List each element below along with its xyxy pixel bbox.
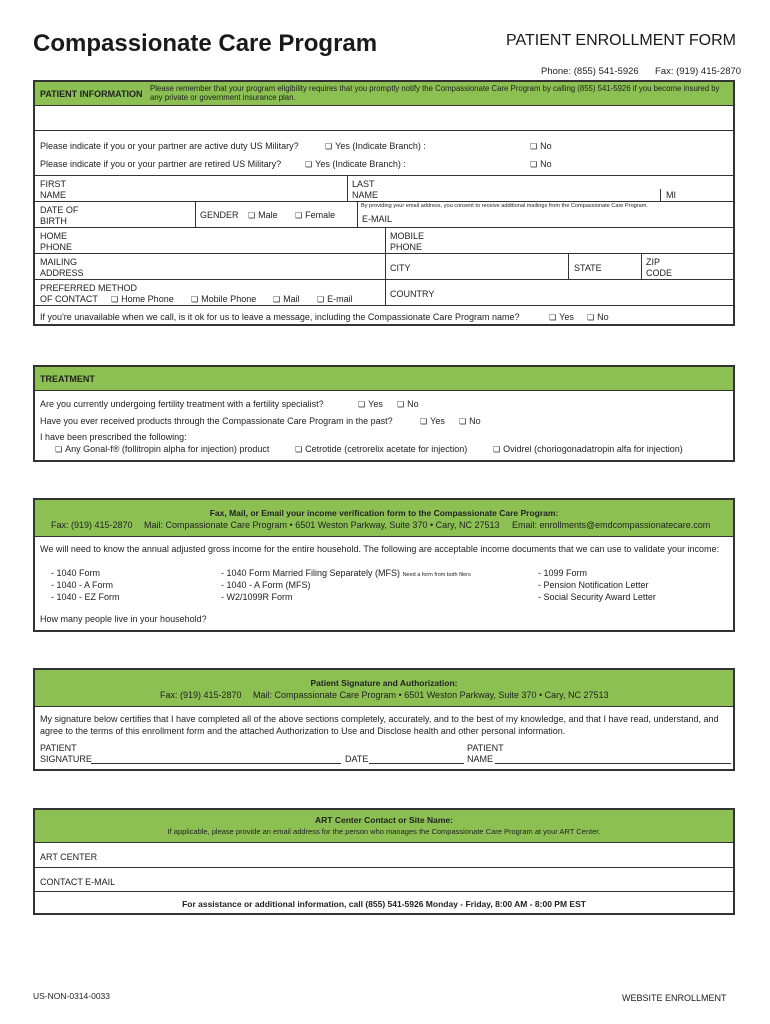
form-code: US-NON-0314-0033 bbox=[33, 991, 111, 1001]
q-retired-military: Please indicate if you or your partner are retired US Military? bbox=[40, 159, 282, 169]
income-head-title: Fax, Mail, or Email your income verification form to the Compassionate Care Program: bbox=[209, 508, 559, 518]
email-checkbox[interactable]: ❏ E-mail bbox=[317, 294, 353, 305]
first-name-label: FIRST NAME bbox=[40, 179, 67, 200]
income-header bbox=[35, 500, 733, 536]
state-label: STATE bbox=[574, 263, 602, 273]
signature-head-title: Patient Signature and Authorization: bbox=[310, 678, 458, 688]
treatment-label: TREATMENT bbox=[40, 374, 95, 384]
signature-head-mail: Mail: Compassionate Care Program • 6501 Weston Parkway, Suite 370 • Cary, NC 27513 bbox=[253, 690, 609, 700]
income-doc-item: - Pension Notification Letter bbox=[538, 580, 649, 590]
page-title: Compassionate Care Program bbox=[33, 30, 378, 57]
active-no-checkbox[interactable]: ❏ No bbox=[530, 141, 552, 152]
q-active-military: Please indicate if you or your partner are active duty US Military? bbox=[40, 141, 299, 151]
income-head-fax: Fax: (919) 415-2870 bbox=[51, 520, 133, 530]
treatment-header bbox=[35, 367, 733, 390]
patient-info-header bbox=[35, 82, 733, 105]
income-head-mail: Mail: Compassionate Care Program • 6501 Weston Parkway, Suite 370 • Cary, NC 27513 bbox=[144, 520, 500, 530]
email-consent-note: By providing your email address, you consent to receive additional mailings from the Compassionate Care Program. bbox=[361, 203, 648, 209]
received-no-checkbox[interactable]: ❏ No bbox=[459, 416, 481, 427]
signature-line[interactable] bbox=[91, 763, 341, 764]
patient-name-label: PATIENT NAME bbox=[467, 743, 504, 764]
website-enrollment-label: WEBSITE ENROLLMENT bbox=[622, 993, 727, 1003]
country-label: COUNTRY bbox=[390, 289, 435, 299]
male-checkbox[interactable]: ❏ Male bbox=[248, 210, 278, 221]
insurance-notice: Please remember that your program eligibility requires that you promptly notify the Compassionate Care Program by calling (855) 541-5926 if you become insured by any private or government insurance plan. bbox=[150, 84, 720, 102]
income-intro: We will need to know the annual adjusted gross income for the entire household. The following are acceptable income documents that we can use to validate your income: bbox=[40, 544, 720, 554]
mobile-phone-checkbox[interactable]: ❏ Mobile Phone bbox=[191, 294, 256, 305]
home-phone-checkbox[interactable]: ❏ Home Phone bbox=[111, 294, 174, 305]
patient-information-section bbox=[33, 80, 735, 326]
q-household: How many people live in your household? bbox=[40, 614, 207, 624]
message-no-checkbox[interactable]: ❏ No bbox=[587, 312, 609, 323]
email-label: E-MAIL bbox=[362, 214, 393, 224]
signature-head-fax: Fax: (919) 415-2870 bbox=[160, 690, 242, 700]
income-doc-item: - Social Security Award Letter bbox=[538, 592, 656, 602]
signature-header bbox=[35, 670, 733, 706]
q-leave-message: If you're unavailable when we call, is it ok for us to leave a message, including the Compassionate Care Program name? bbox=[40, 312, 520, 322]
female-checkbox[interactable]: ❏ Female bbox=[295, 210, 335, 221]
signature-section bbox=[33, 668, 735, 771]
fertility-yes-checkbox[interactable]: ❏ Yes bbox=[358, 399, 383, 410]
prescribed-label: I have been prescribed the following: bbox=[40, 432, 187, 442]
patient-info-label: PATIENT INFORMATION bbox=[40, 89, 143, 99]
art-head-title: ART Center Contact or Site Name: bbox=[315, 815, 453, 825]
received-yes-checkbox[interactable]: ❏ Yes bbox=[420, 416, 445, 427]
gonal-f-checkbox[interactable]: ❏ Any Gonal-f® (follitropin alpha for injection) product bbox=[55, 444, 269, 455]
patient-signature-label: PATIENT SIGNATURE bbox=[40, 743, 92, 764]
date-label: DATE bbox=[345, 754, 369, 764]
income-doc-item: - 1040 - A Form bbox=[51, 580, 114, 590]
message-yes-checkbox[interactable]: ❏ Yes bbox=[549, 312, 574, 323]
preferred-contact-label: PREFERRED METHOD OF CONTACT bbox=[40, 283, 138, 304]
header-fax: Fax: (919) 415-2870 bbox=[655, 66, 742, 77]
art-header bbox=[35, 810, 733, 842]
retired-no-checkbox[interactable]: ❏ No bbox=[530, 159, 552, 170]
cetrotide-checkbox[interactable]: ❏ Cetrotide (cetrorelix acetate for injection) bbox=[295, 444, 467, 455]
income-doc-item: - 1040 - EZ Form bbox=[51, 592, 120, 602]
zip-label: ZIP CODE bbox=[646, 257, 673, 278]
income-doc-item: - W2/1099R Form bbox=[221, 592, 293, 602]
retired-yes-checkbox[interactable]: ❏ Yes (Indicate Branch) : bbox=[305, 159, 406, 170]
both-filers-note: Need a form from both filers bbox=[402, 572, 471, 578]
art-center-section bbox=[33, 808, 735, 915]
gender-label: GENDER bbox=[200, 210, 239, 220]
q-received-products: Have you ever received products through the Compassionate Care Program in the past? bbox=[40, 416, 393, 426]
fertility-no-checkbox[interactable]: ❏ No bbox=[397, 399, 419, 410]
mi-label: MI bbox=[666, 190, 676, 200]
mobile-phone-label: MOBILE PHONE bbox=[390, 231, 425, 252]
income-head-email: Email: enrollments@emdcompassionatecare.com bbox=[512, 520, 711, 530]
date-line[interactable] bbox=[369, 763, 464, 764]
mail-checkbox[interactable]: ❏ Mail bbox=[273, 294, 300, 305]
income-doc-item: - 1040 Form Married Filing Separately (MFS) Need a form from both filers bbox=[221, 568, 471, 578]
income-section bbox=[33, 498, 735, 632]
ovidrel-checkbox[interactable]: ❏ Ovidrel (choriogonadatropin alfa for injection) bbox=[493, 444, 683, 455]
assistance-note: For assistance or additional information, call (855) 541-5926 Monday - Friday, 8:00 AM - 8:00 PM EST bbox=[182, 899, 586, 909]
art-center-label: ART CENTER bbox=[40, 852, 98, 862]
form-name: PATIENT ENROLLMENT FORM bbox=[506, 32, 736, 49]
dob-label: DATE OF BIRTH bbox=[40, 205, 79, 226]
income-doc-item: - 1099 Form bbox=[538, 568, 588, 578]
last-name-label: LAST NAME bbox=[352, 179, 379, 200]
active-yes-checkbox[interactable]: ❏ Yes (Indicate Branch) : bbox=[325, 141, 426, 152]
contact-email-label: CONTACT E-MAIL bbox=[40, 877, 116, 887]
mailing-address-label: MAILING ADDRESS bbox=[40, 257, 84, 278]
city-label: CITY bbox=[390, 263, 411, 273]
header-phone: Phone: (855) 541-5926 bbox=[541, 66, 639, 77]
name-line[interactable] bbox=[495, 763, 731, 764]
signature-statement: My signature below certifies that I have completed all of the above sections completely, accurately, and to the best of my knowledge, and that I have read, understand, and agree to the terms of this enrollment form and the attached Authorization to Use and Disclose health and other personal information. bbox=[40, 714, 719, 736]
income-doc-item: - 1040 - A Form (MFS) bbox=[221, 580, 311, 590]
art-head-note: If applicable, please provide an email address for the person who manages the Compassionate Care Program at your ART Center. bbox=[167, 827, 601, 836]
treatment-section bbox=[33, 365, 735, 462]
home-phone-label: HOME PHONE bbox=[40, 231, 73, 252]
income-doc-item: - 1040 Form bbox=[51, 568, 101, 578]
q-fertility-treatment: Are you currently undergoing fertility treatment with a fertility specialist? bbox=[40, 399, 324, 409]
